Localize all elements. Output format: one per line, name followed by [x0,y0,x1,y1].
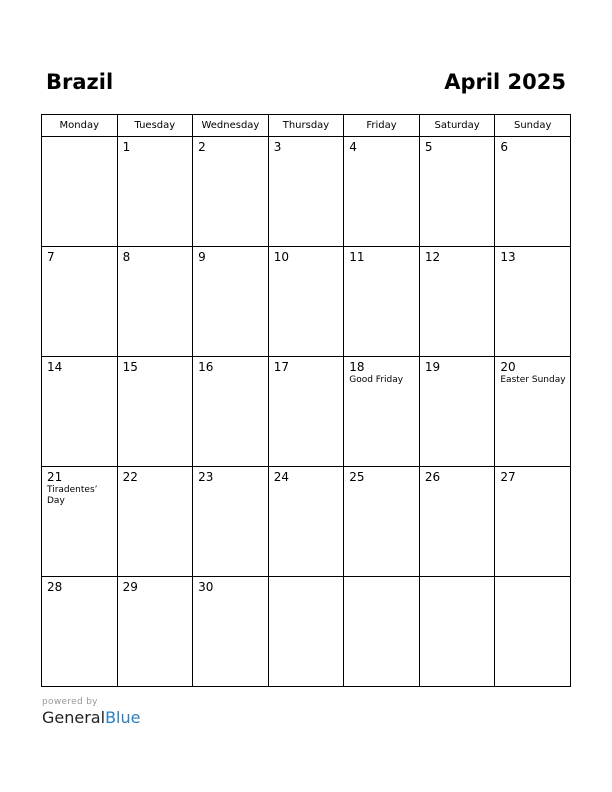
day-number: 4 [349,140,357,154]
day-number: 6 [500,140,509,154]
day-cell [344,467,420,577]
day-number: 3 [273,140,282,154]
day-number: 9 [198,250,206,264]
holiday-label: Tiradentes’ Day [47,485,98,506]
day-number: 19 [424,360,441,374]
day-number: 7 [47,250,55,264]
day-cell [42,247,118,357]
day-cell [193,137,269,247]
day-cell [495,137,571,247]
day-cell [419,357,495,467]
day-number: 24 [273,470,289,484]
day-cell [495,467,571,577]
day-number: 23 [198,470,214,484]
day-number: 15 [122,360,138,374]
day-cell [268,247,344,357]
day-number: 5 [424,140,433,154]
day-cell [495,357,571,467]
day-number: 30 [198,580,214,594]
day-cell [268,357,344,467]
day-cell [419,467,495,577]
powered-by-text: powered by [42,697,98,707]
day-cell [268,467,344,577]
week-row [42,137,571,247]
weekday-header-row [42,115,571,137]
weekday-monday: Monday [42,115,118,137]
day-number: 16 [198,360,214,374]
day-cell [117,247,193,357]
day-cell [42,357,118,467]
day-number: 1 [122,140,131,154]
day-cell [268,577,344,687]
day-cell [419,137,495,247]
day-number: 17 [273,360,289,374]
week-row [42,467,571,577]
day-cell [419,577,495,687]
week-row [42,247,571,357]
day-cell [344,577,420,687]
day-number: 12 [424,250,441,264]
day-number: 8 [122,250,131,264]
day-number: 21 [47,470,63,484]
day-number: 2 [198,140,206,154]
holiday-label: Easter Sunday [500,375,566,385]
day-cell [117,577,193,687]
day-cell [193,467,269,577]
day-cell [495,577,571,687]
day-number: 22 [122,470,138,484]
weekday-wednesday: Wednesday [193,115,269,137]
day-cell [193,357,269,467]
day-cell [42,467,118,577]
month-title: April 2025 [444,70,566,94]
day-number: 10 [273,250,289,264]
day-cell [42,577,118,687]
week-row [42,577,571,687]
footer-branding [42,697,140,727]
day-number: 25 [349,470,365,484]
week-row [42,357,571,467]
country-title: Brazil [46,70,114,94]
day-number: 14 [47,360,63,374]
day-cell [193,247,269,357]
day-number: 13 [500,250,516,264]
weekday-saturday: Saturday [419,115,495,137]
day-cell [344,247,420,357]
day-number: 29 [122,580,138,594]
day-number: 18 [349,360,365,374]
holiday-label: Good Friday [349,375,404,385]
day-number: 11 [349,250,365,264]
day-cell [117,357,193,467]
weekday-sunday: Sunday [495,115,571,137]
day-cell [117,137,193,247]
day-cell [193,577,269,687]
day-cell [419,247,495,357]
day-cell [117,467,193,577]
calendar-grid [41,114,571,687]
day-number: 27 [500,470,516,484]
day-cell [268,137,344,247]
brand-logo [42,708,140,727]
calendar-header [46,70,566,100]
day-cell [42,137,118,247]
weekday-thursday: Thursday [268,115,344,137]
weekday-friday: Friday [344,115,420,137]
day-number: 26 [424,470,441,484]
weekday-tuesday: Tuesday [117,115,193,137]
brand-name-part1: General [42,708,106,727]
brand-name-part2: Blue [105,708,141,727]
day-number: 28 [47,580,63,594]
day-cell [495,247,571,357]
day-cell [344,357,420,467]
day-cell [344,137,420,247]
day-number: 20 [500,360,516,374]
